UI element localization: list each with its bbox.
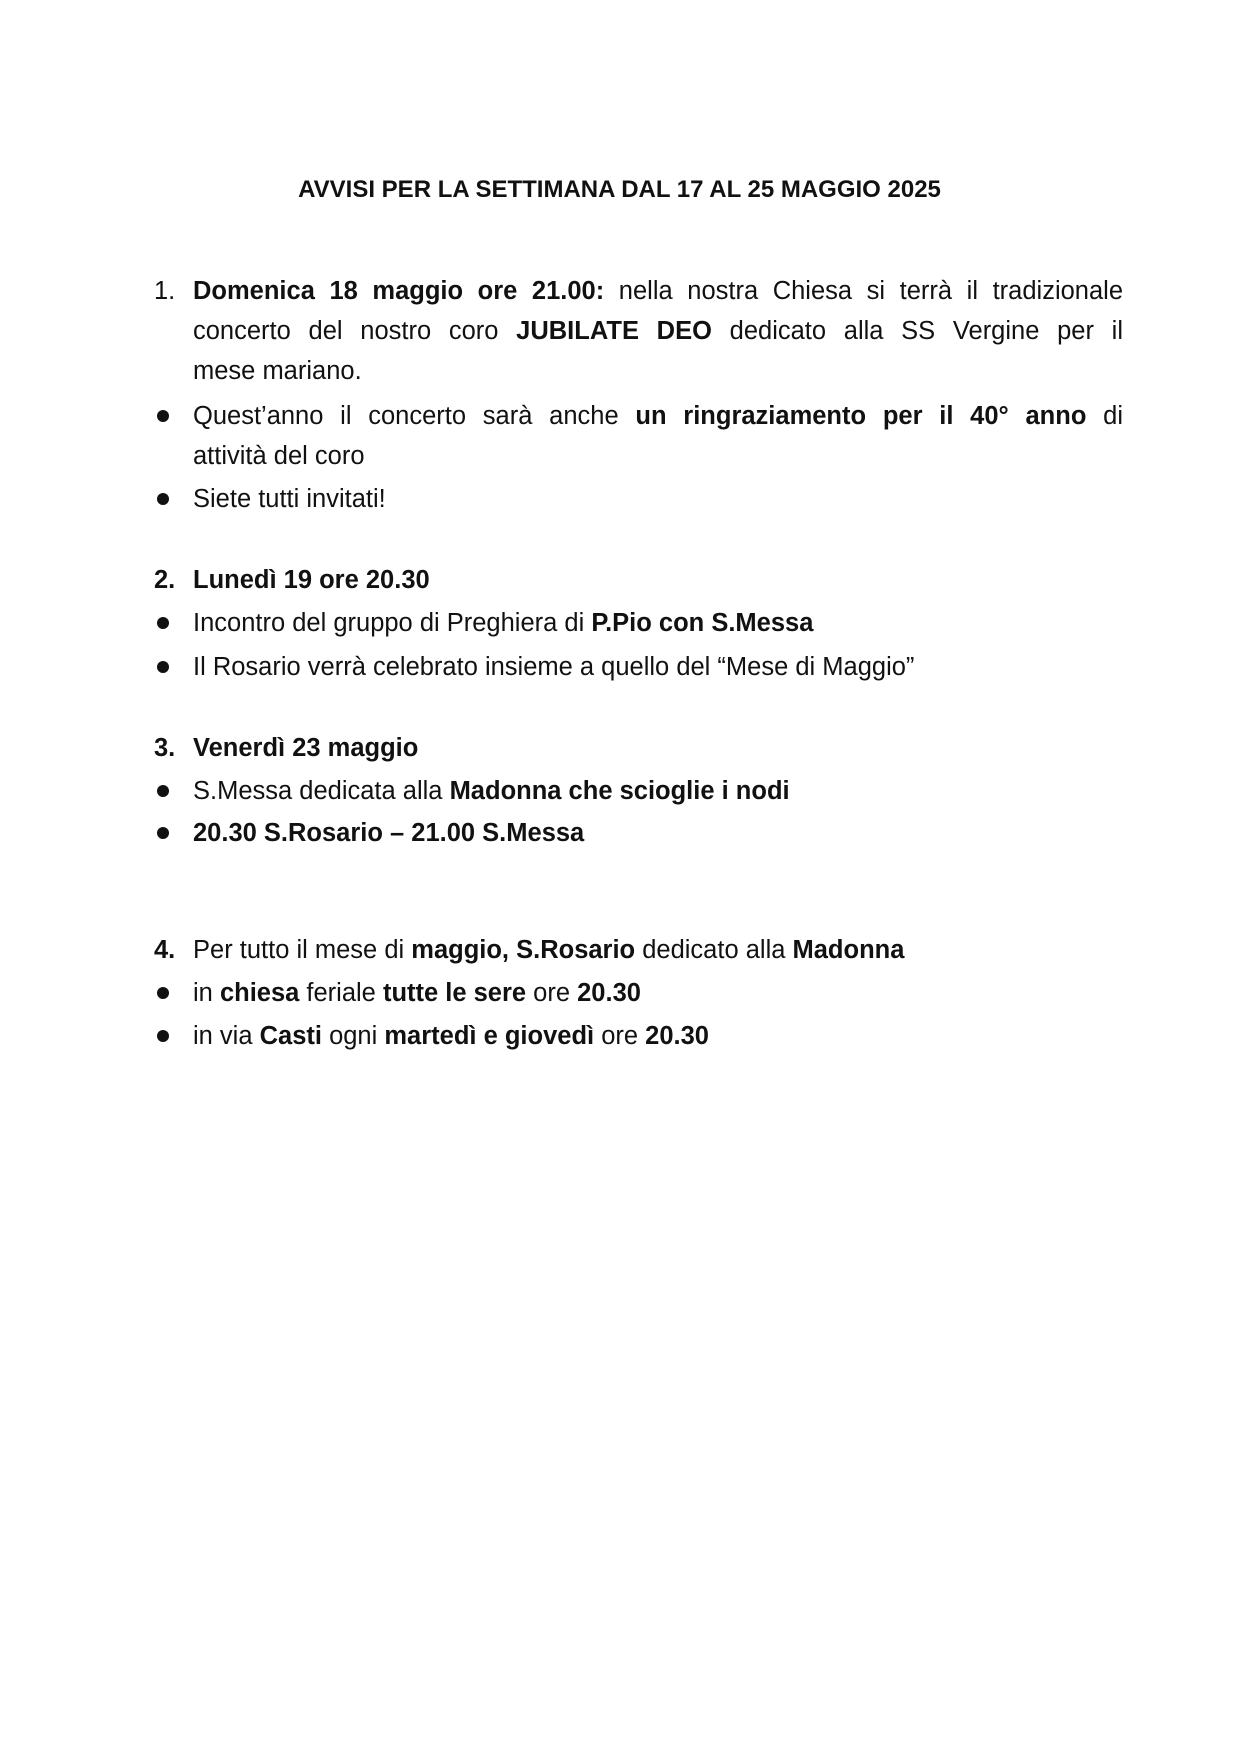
item-4-bold: maggio, S.Rosario (411, 936, 636, 964)
item-4-bold: Madonna (792, 936, 905, 964)
item-4-number: 4. (154, 936, 176, 964)
item-3-bullet-2: 20.30 S.Rosario – 21.00 S.Messa (193, 819, 585, 847)
item-4-heading (193, 929, 1123, 971)
bullet-text: in via (193, 1022, 260, 1050)
bullet-icon (157, 661, 169, 673)
bullet-icon (157, 785, 169, 797)
item-1-bullet-1 (193, 395, 1123, 437)
bullet-bold: 20.30 (645, 1022, 709, 1050)
bullet-text: Quest’anno il concerto sarà anche (193, 402, 636, 430)
bullet-icon (157, 617, 169, 629)
item-2-bullet-2: Il Rosario verrà celebrato insieme a quello del “Mese di Maggio” (193, 653, 915, 681)
choir-name: JUBILATE DEO (516, 317, 712, 345)
item-1-line-3: mese mariano. (193, 357, 362, 385)
item-1-text: concerto del nostro coro (193, 317, 517, 345)
item-3-heading: Venerdì 23 maggio (193, 734, 419, 762)
bullet-bold: martedì e giovedì (384, 1022, 595, 1050)
bullet-icon (157, 987, 169, 999)
item-2-number: 2. (154, 566, 176, 594)
bullet-text: ogni (321, 1022, 385, 1050)
item-3-bullet-1 (193, 770, 1123, 812)
item-2-bullet-1 (193, 602, 1123, 644)
bullet-icon (157, 1030, 169, 1042)
item-1-line-2 (193, 310, 1123, 352)
bullet-bold: Casti (259, 1022, 322, 1050)
item-1-bullet-1-cont: attività del coro (193, 442, 365, 470)
bullet-text: ore (526, 979, 578, 1007)
bullet-bold: P.Pio con S.Messa (591, 609, 814, 637)
item-2-heading: Lunedì 19 ore 20.30 (193, 566, 430, 594)
bullet-bold: un ringraziamento per il 40° anno (635, 402, 1087, 430)
bullet-icon (157, 827, 169, 839)
item-4-bullet-1 (193, 972, 1123, 1014)
item-3-number: 3. (154, 734, 176, 762)
item-1-text: nella nostra Chiesa si terrà il tradizionale (604, 277, 1123, 305)
bullet-bold: 20.30 (577, 979, 641, 1007)
item-1-line-1 (193, 270, 1123, 312)
item-1-bullet-2: Siete tutti invitati! (193, 485, 386, 513)
bullet-text: di (1086, 402, 1124, 430)
bullet-bold: tutte le sere (382, 979, 527, 1007)
item-4-text: dedicato alla (635, 936, 793, 964)
item-1-text: dedicato alla SS Vergine per il (711, 317, 1124, 345)
bullet-text: in (193, 979, 220, 1007)
item-1-date: Domenica 18 maggio ore 21.00: (193, 277, 605, 305)
item-4-text: Per tutto il mese di (193, 936, 412, 964)
item-4-bullet-2 (193, 1015, 1123, 1057)
bullet-text: Incontro del gruppo di Preghiera di (193, 609, 592, 637)
bullet-icon (157, 410, 169, 422)
item-1-number: 1. (154, 277, 176, 305)
bullet-text: feriale (299, 979, 383, 1007)
bullet-text: ore (594, 1022, 646, 1050)
bullet-text: S.Messa dedicata alla (193, 777, 450, 805)
bullet-bold: Madonna che scioglie i nodi (449, 777, 790, 805)
page-title: AVVISI PER LA SETTIMANA DAL 17 AL 25 MAGGIO 2025 (298, 176, 941, 203)
bullet-icon (157, 493, 169, 505)
bullet-bold: chiesa (219, 979, 300, 1007)
